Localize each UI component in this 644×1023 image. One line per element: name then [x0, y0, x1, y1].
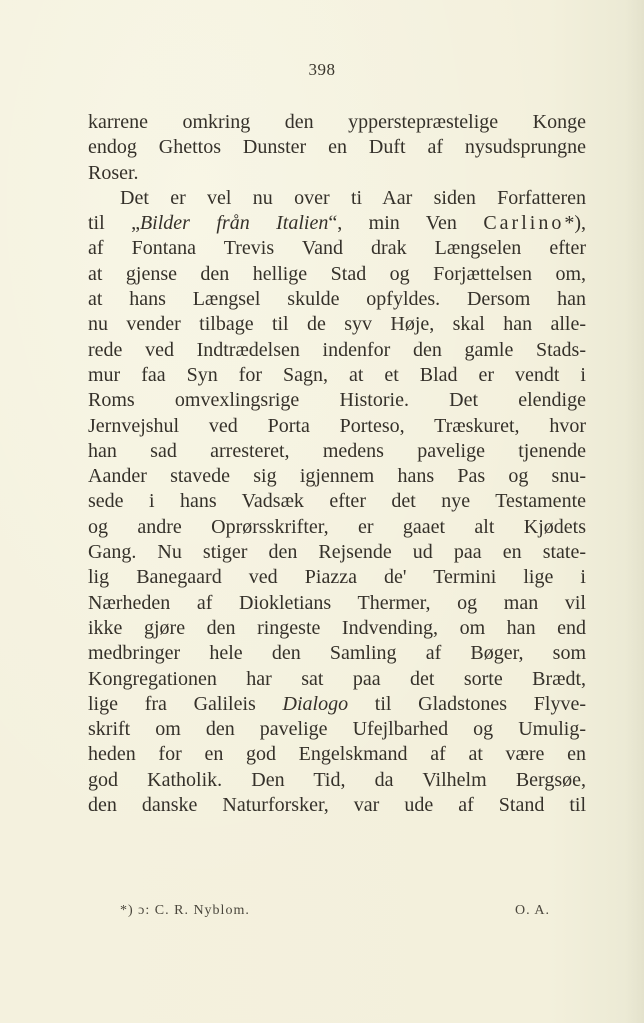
text-line: Gang. Nu stiger den Rejsende ud paa en state-: [88, 541, 586, 564]
text-line: at hans Længsel skulde opfyldes. Dersom han: [88, 288, 586, 311]
spaced-name: Carlino: [483, 212, 565, 235]
text-line: han sad arresteret, medens pavelige tjenende: [88, 439, 586, 462]
page-number: 398: [308, 60, 336, 79]
text-line: sede i hans Vadsæk efter det nye Testamente: [88, 490, 586, 513]
text-line: [88, 211, 586, 236]
book-title-italic: Dialogo: [282, 692, 349, 715]
text-line: Kongregationen har sat paa det sorte Brædt,: [88, 667, 586, 690]
text-line: den danske Naturforsker, var ude af Stand til: [88, 794, 586, 817]
footnote-text: *) ɔ: C. R. Nyblom.: [120, 903, 250, 918]
text-line: Aander stavede sig igjennem hans Pas og snu-: [88, 465, 586, 488]
text-fragment: lige fra Galileis: [88, 692, 283, 715]
text-line: Jernvejshul ved Porta Porteso, Træskuret, hvor: [88, 414, 586, 437]
text-line: ikke gjøre den ringeste Indvending, om han end: [88, 616, 586, 639]
text-line: og andre Oprørsskrifter, er gaaet alt Kjødets: [88, 515, 586, 538]
text-line: at gjense den hellige Stad og Forjættelsen om,: [88, 262, 586, 285]
text-fragment: til Gladstones Flyve-: [348, 692, 586, 715]
text-line: god Katholik. Den Tid, da Vilhelm Bergsøe,: [88, 768, 586, 791]
text-line: endog Ghettos Dunster en Duft af nysudsprungne: [88, 136, 586, 159]
text-line: skrift om den pavelige Ufejlbarhed og Umulig-: [88, 718, 586, 741]
footnote: [120, 903, 550, 919]
text-line: lig Banegaard ved Piazza de' Termini lige i: [88, 566, 586, 589]
text-line: Roms omvexlingsrige Historie. Det elendige: [88, 389, 586, 412]
text-line: mur faa Syn for Sagn, at et Blad er vendt i: [88, 363, 586, 386]
body-text: [88, 110, 586, 818]
text-line: Roser.: [88, 161, 139, 184]
text-line: rede ved Indtrædelsen indenfor den gamle Stads-: [88, 338, 586, 361]
text-fragment: “, min Ven: [328, 212, 484, 235]
book-title-italic: Bilder från Italien: [139, 212, 329, 235]
text-line: karrene omkring den ypperstepræstelige Konge: [88, 111, 586, 133]
text-line: [88, 692, 586, 717]
text-line: Nærheden af Diokletians Thermer, og man vil: [88, 591, 586, 614]
text-line: heden for en god Engelskmand af at være en: [88, 743, 586, 766]
paragraph-start-line: Det er vel nu over ti Aar siden Forfatteren: [120, 186, 586, 209]
text-line: af Fontana Trevis Vand drak Længselen efter: [88, 237, 586, 260]
footnote-marker: *),: [564, 212, 586, 235]
text-line: medbringer hele den Samling af Bøger, som: [88, 642, 586, 665]
footnote-signature: O. A.: [515, 903, 550, 918]
text-fragment: til „: [88, 212, 140, 235]
text-line: nu vender tilbage til de syv Høje, skal han alle-: [88, 313, 586, 336]
